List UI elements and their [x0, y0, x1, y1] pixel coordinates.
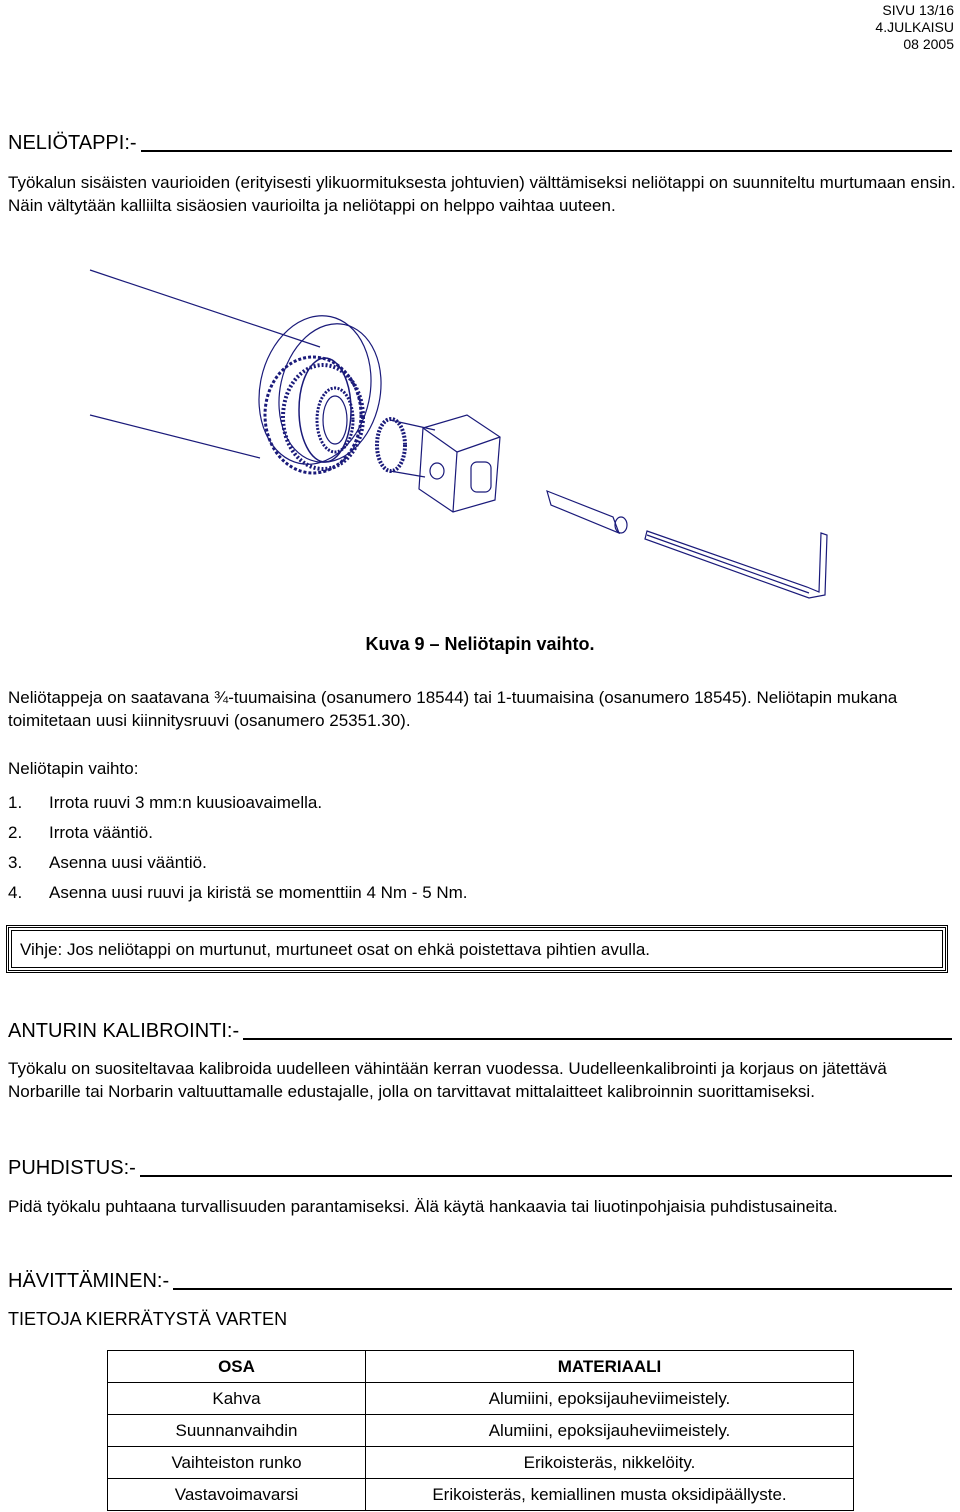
table-row [108, 1479, 854, 1511]
hint-box [6, 925, 948, 973]
step-number: 1. [8, 793, 23, 812]
step-text: Irrota ruuvi 3 mm:n kuusioavaimella. [49, 793, 323, 812]
body-top-edge [90, 270, 320, 347]
screw-head [615, 517, 627, 533]
title-rule [140, 1175, 952, 1177]
table-row [108, 1415, 854, 1447]
hex-key-facet [647, 535, 809, 593]
section-title-text: HÄVITTÄMINEN:- [8, 1270, 170, 1292]
recycling-subtitle: TIETOJA KIERRÄTYSTÄ VARTEN [8, 1309, 288, 1329]
column-header-material: MATERIAALI [366, 1351, 854, 1383]
screw [547, 491, 619, 533]
step-text: Asenna uusi vääntiö. [49, 853, 207, 872]
edition: 4.JULKAISU [875, 19, 954, 35]
hex-key [645, 531, 827, 598]
spline-top [390, 420, 435, 430]
steps-title: Neliötapin vaihto: [8, 759, 139, 778]
step-number: 3. [8, 853, 23, 872]
table-cell: Alumiini, epoksijauheviimeistely. [366, 1415, 854, 1447]
square-drive-spline [377, 419, 405, 471]
step-text: Asenna uusi ruuvi ja kiristä se momenttiin 4 Nm - 5 Nm. [49, 883, 468, 902]
column-header-part: OSA [108, 1351, 366, 1383]
date: 08 2005 [903, 36, 954, 52]
section-title-disposal [8, 1270, 952, 1293]
pin-hole [430, 463, 444, 479]
square-drive-intro: Työkalun sisäisten vaurioiden (erityisesti ylikuormituksesta johtuvien) välttämiseksi neliötappi on suunniteltu murtumaan ensin. Näin vältytään kalliilta sisäosien vaurioilta ja neliötappi on helppo vaihtaa uuteen. [8, 173, 956, 215]
title-rule [173, 1288, 952, 1290]
table-row [108, 1383, 854, 1415]
table-cell: Vaihteiston runko [108, 1447, 366, 1479]
block-edge-3 [453, 452, 457, 512]
table-cell: Alumiini, epoksijauheviimeistely. [366, 1383, 854, 1415]
calibration-text: Työkalu on suositeltavaa kalibroida uudelleen vähintään kerran vuodessa. Uudelleenkalibrointi ja korjaus on jätettävä Norbarille tai Norbarin valtuuttamalle edustajalle, jolla on tarvittavat mittalaitteet kalibroinnin suorittamiseksi. [8, 1059, 887, 1101]
block-edge-2 [457, 437, 500, 452]
section-title-text: ANTURIN KALIBROINTI:- [8, 1020, 240, 1042]
section-title-square-drive [8, 132, 952, 155]
title-rule [141, 150, 952, 152]
list-item [8, 851, 207, 875]
block-edge-1 [423, 428, 457, 452]
list-item [8, 881, 468, 905]
availability-text: Neliötappeja on saatavana ¾-tuumaisina (osanumero 18544) tai 1-tuumaisina (osanumero 18545). Neliötapin mukana toimitetaan uusi kiinnitysruuvi (osanumero 25351.30). [8, 688, 898, 730]
recycling-table [107, 1350, 854, 1511]
body-bottom-edge [90, 415, 260, 458]
table-cell: Erikoisteräs, nikkelöity. [366, 1447, 854, 1479]
cleaning-text: Pidä työkalu puhtaana turvallisuuden parantamiseksi. Älä käytä hankaavia tai liuotinpohjaisia puhdistusaineita. [8, 1197, 838, 1216]
table-cell: Vastavoimavarsi [108, 1479, 366, 1511]
table-header-row [108, 1351, 854, 1383]
list-item [8, 821, 153, 845]
section-title-text: PUHDISTUS:- [8, 1157, 136, 1179]
table-cell: Suunnanvaihdin [108, 1415, 366, 1447]
section-title-text: NELIÖTAPPI:- [8, 132, 137, 154]
hint-text: Vihje: Jos neliötappi on murtunut, murtuneet osat on ehkä poistettava pihtien avulla. [20, 940, 651, 959]
square-drive-replacement-illustration [85, 265, 845, 605]
table-cell: Kahva [108, 1383, 366, 1415]
list-item [8, 791, 322, 815]
section-title-cleaning [8, 1157, 952, 1180]
figure-caption: Kuva 9 – Neliötapin vaihto. [365, 634, 595, 654]
title-rule [243, 1038, 952, 1040]
step-number: 2. [8, 823, 23, 842]
table-row [108, 1447, 854, 1479]
section-title-calibration [8, 1020, 952, 1043]
bore-inner [323, 396, 347, 444]
table-cell: Erikoisteräs, kemiallinen musta oksidipäällyste. [366, 1479, 854, 1511]
step-number: 4. [8, 883, 23, 902]
page-number: SIVU 13/16 [882, 2, 954, 18]
square-drive-face [471, 462, 491, 492]
step-text: Irrota vääntiö. [49, 823, 153, 842]
page-header [875, 2, 954, 53]
